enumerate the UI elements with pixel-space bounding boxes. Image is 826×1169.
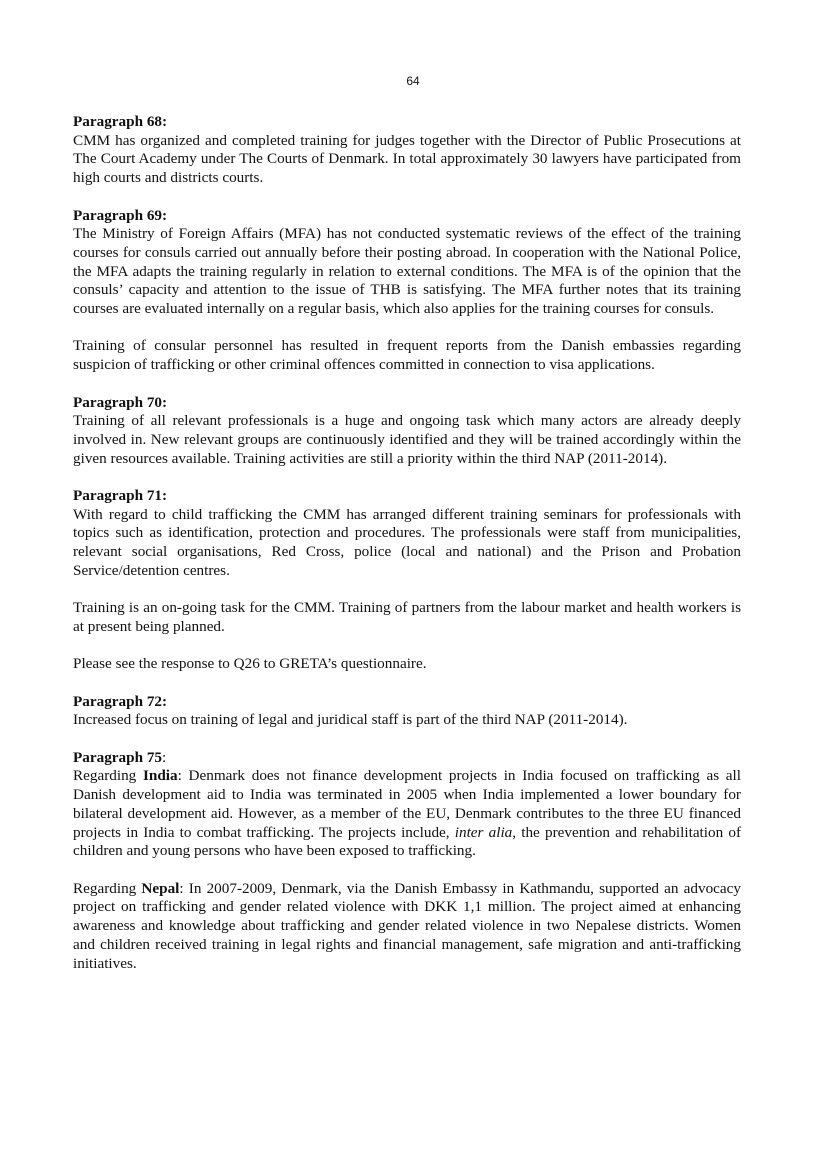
heading-paragraph-71: Paragraph 71: bbox=[73, 487, 168, 504]
text-paragraph-75-india bbox=[73, 767, 741, 861]
nepal-country: Nepal bbox=[141, 879, 180, 897]
document-body bbox=[73, 113, 741, 992]
nepal-text: : In 2007-2009, Denmark, via the Danish Embassy in Kathmandu, supported an advocacy project on trafficking and gender related violence with DKK 1,1 million. The project aimed at enhancing awareness and knowledge about trafficking and gender related violence in two Nepalese districts. Women and children received training in legal rights and financial management, safe migration and anti-trafficking initiatives. bbox=[73, 879, 742, 972]
heading-paragraph-70: Paragraph 70: bbox=[73, 393, 168, 411]
page-number: 64 bbox=[406, 74, 420, 88]
section-paragraph-69 bbox=[73, 207, 741, 375]
nepal-lead: Regarding bbox=[73, 879, 142, 897]
india-country: India bbox=[142, 767, 178, 785]
section-paragraph-75 bbox=[73, 749, 741, 973]
text-paragraph-70: Training of all relevant professionals is a huge and ongoing task which many actors are already deeply involved in. New relevant groups are continuously identified and they will be trained accordingly within the given resources available. Training activities are still a priority within the third NAP (2011-2014). bbox=[73, 412, 741, 467]
text-paragraph-69-a: The Ministry of Foreign Affairs (MFA) has not conducted systematic reviews of the effect of the training courses for consuls carried out annually before their posting abroad. In cooperation with the National Police, the MFA adapts the training regularly in relation to external conditions. The MFA is of the opinion that the consuls’ capacity and attention to the issue of THB is satisfying. The MFA further notes that its training courses are evaluated internally on a regular basis, which also applies for the training courses for consuls. bbox=[73, 225, 741, 318]
text-paragraph-71-b: Training is an on-going task for the CMM. Training of partners from the labour market and health workers is at present being planned. bbox=[73, 599, 741, 635]
heading-paragraph-75-label: Paragraph 75 bbox=[73, 748, 163, 766]
india-text-a: : Denmark does not finance development projects in India focused on trafficking as all Danish development aid to India was terminated in 2005 when India implemented a lower boundary for bilateral development aid. However, as a member of the EU, Denmark contributes to the three EU financed projects in India to combat trafficking. The projects include, bbox=[73, 767, 741, 841]
text-paragraph-71-c: Please see the response to Q26 to GRETA’s questionnaire. bbox=[73, 655, 427, 673]
section-paragraph-71 bbox=[73, 487, 741, 674]
heading-paragraph-75 bbox=[73, 749, 741, 768]
text-paragraph-69-b: Training of consular personnel has resulted in frequent reports from the Danish embassies regarding suspicion of trafficking or other criminal offences committed in connection to visa applications. bbox=[73, 337, 741, 374]
section-paragraph-72 bbox=[73, 693, 741, 730]
text-paragraph-72: Increased focus on training of legal and juridical staff is part of the third NAP (2011-2014). bbox=[73, 711, 628, 729]
india-text-b: , the prevention and rehabilitation of children and young persons who have been exposed to trafficking. bbox=[73, 823, 742, 860]
india-italic: inter alia bbox=[454, 823, 513, 841]
heading-paragraph-72: Paragraph 72: bbox=[73, 692, 168, 710]
heading-paragraph-68: Paragraph 68: bbox=[73, 113, 168, 130]
heading-paragraph-69: Paragraph 69: bbox=[73, 206, 168, 224]
heading-paragraph-75-colon: : bbox=[162, 748, 167, 766]
india-lead: Regarding bbox=[73, 767, 143, 785]
section-paragraph-70 bbox=[73, 394, 741, 469]
text-paragraph-68: CMM has organized and completed training for judges together with the Director of Public Prosecutions at The Court Academy under The Courts of Denmark. In total approximately 30 lawyers have participated from high courts and districts courts. bbox=[73, 131, 741, 187]
text-paragraph-75-nepal bbox=[73, 880, 741, 974]
text-paragraph-71-a: With regard to child trafficking the CMM has arranged different training seminars for professionals with topics such as identification, protection and procedures. The professionals were staff from municipalities, relevant social organisations, Red Cross, police (local and national) and the Prison and Probation Service/detention centres. bbox=[73, 505, 741, 579]
section-paragraph-68 bbox=[73, 113, 741, 188]
